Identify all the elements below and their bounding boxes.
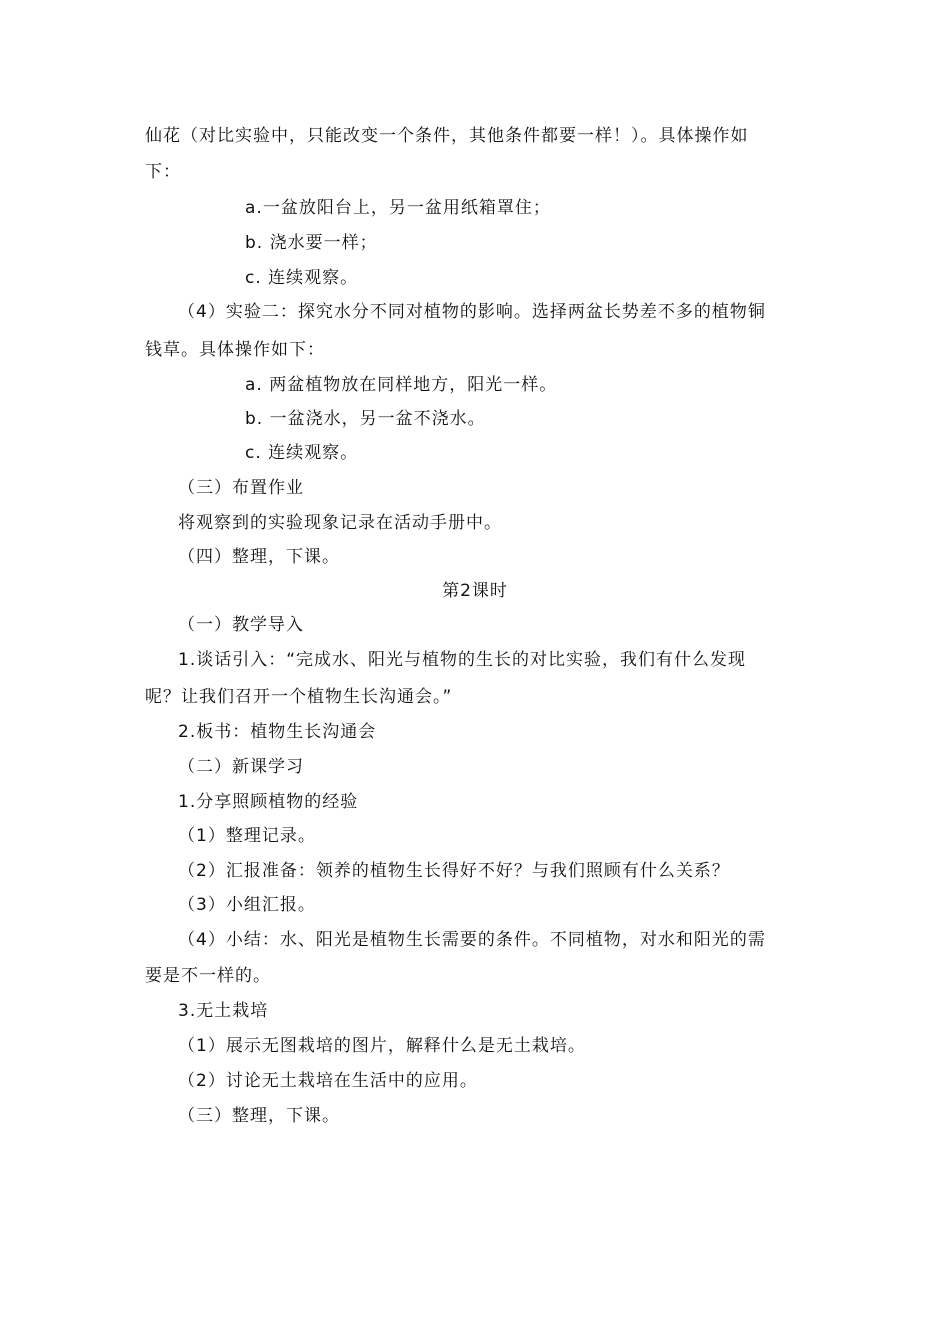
section-heading: （四）整理，下课。: [178, 547, 340, 567]
lesson-title: 第2课时: [442, 581, 508, 601]
list-item: a. 两盆植物放在同样地方，阳光一样。: [245, 375, 558, 395]
text-line: 1.谈话引入：“完成水、阳光与植物的生长的对比实验，我们有什么发现: [178, 650, 747, 670]
text-line: （2）讨论无土栽培在生活中的应用。: [178, 1071, 478, 1091]
text-line: 2.板书：植物生长沟通会: [178, 722, 377, 742]
text-line: 将观察到的实验现象记录在活动手册中。: [178, 513, 502, 533]
text-line: 1.分享照顾植物的经验: [178, 792, 359, 812]
text-line: （4）小结：水、阳光是植物生长需要的条件。不同植物，对水和阳光的需: [178, 930, 766, 950]
list-item: b. 一盆浇水，另一盆不浇水。: [245, 409, 486, 429]
text-line: （1）展示无图栽培的图片，解释什么是无土栽培。: [178, 1036, 586, 1056]
text-line: 3.无土栽培: [178, 1001, 269, 1021]
text-line: 要是不一样的。: [145, 966, 271, 986]
list-item: c. 连续观察。: [245, 443, 359, 463]
list-item: b. 浇水要一样；: [245, 233, 378, 253]
list-item: a.一盆放阳台上，另一盆用纸箱罩住；: [245, 198, 551, 218]
text-line: 下：: [145, 162, 181, 182]
section-heading: （三）布置作业: [178, 478, 304, 498]
text-line: （4）实验二：探究水分不同对植物的影响。选择两盆长势差不多的植物铜: [178, 302, 766, 322]
text-line: （3）小组汇报。: [178, 895, 316, 915]
section-heading: （一）教学导入: [178, 615, 304, 635]
text-line: （2）汇报准备：领养的植物生长得好不好？与我们照顾有什么关系？: [178, 861, 730, 881]
list-item: c. 连续观察。: [245, 268, 359, 288]
text-line: 呢？让我们召开一个植物生长沟通会。”: [145, 687, 453, 707]
section-heading: （三）整理，下课。: [178, 1106, 340, 1126]
text-line: 钱草。具体操作如下：: [145, 340, 325, 360]
text-line: 仙花（对比实验中，只能改变一个条件，其他条件都要一样！）。具体操作如: [145, 126, 749, 146]
section-heading: （二）新课学习: [178, 757, 304, 777]
text-line: （1）整理记录。: [178, 826, 316, 846]
